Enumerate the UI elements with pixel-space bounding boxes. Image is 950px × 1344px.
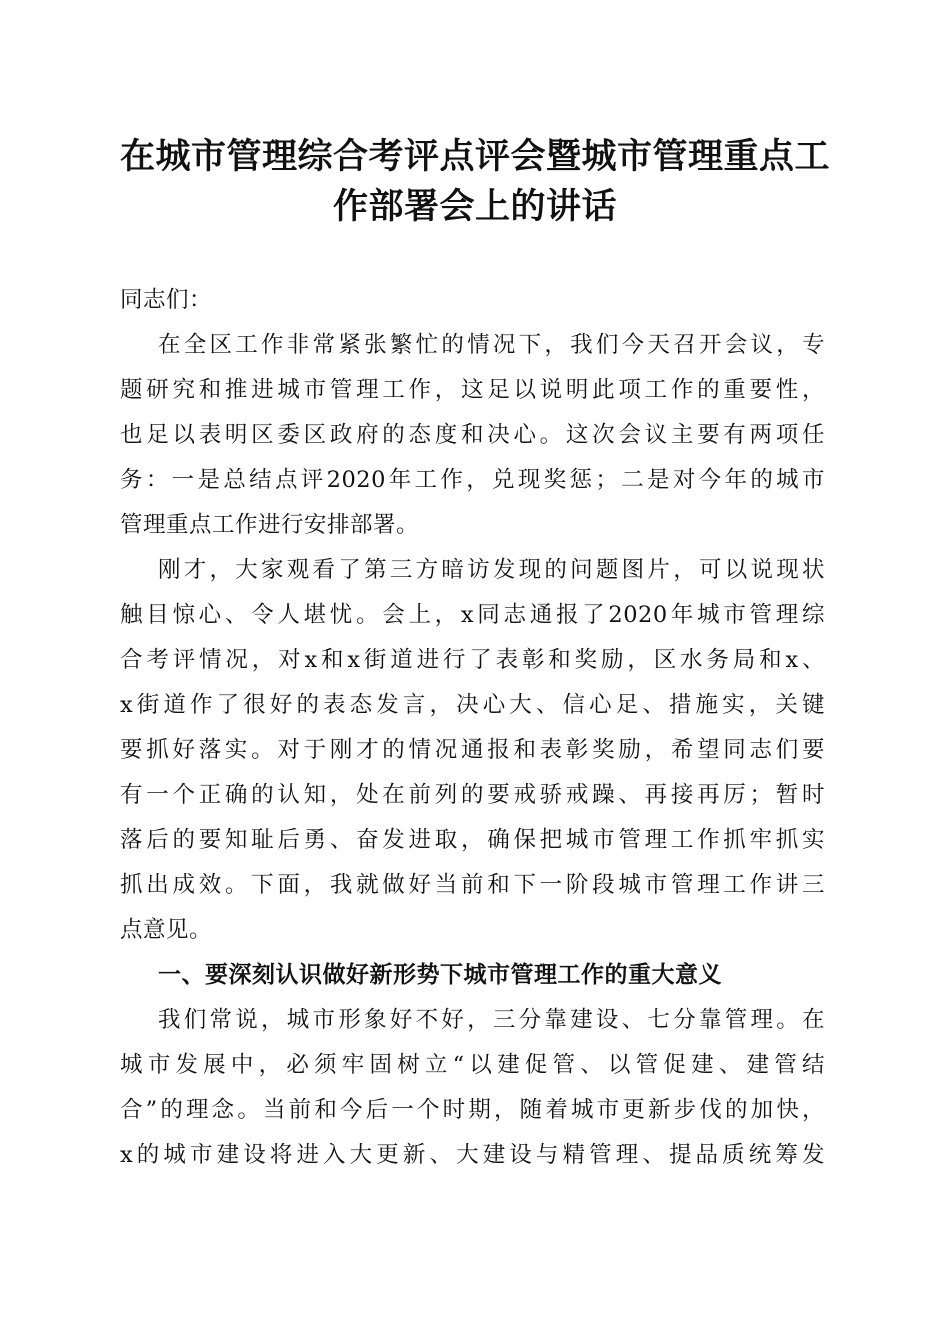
paragraph-line: 管理重点工作进行安排部署。 [120,512,420,538]
paragraph-line: 点意见。 [120,917,213,943]
paragraph-line: 落后的要知耻后勇、奋发进取，确保把城市管理工作抓牢抓实 [120,827,825,853]
paragraph-line: 刚才，大家观看了第三方暗访发现的问题图片，可以说现状 [158,557,825,583]
paragraph-line: 城市发展中，必须牢固树立“以建促管、以管促建、建管结 [120,1052,825,1078]
paragraph-line: x的城市建设将进入大更新、大建设与精管理、提品质统筹发 [120,1142,825,1168]
title-line-1: 在城市管理综合考评点评会暨城市管理重点工 [119,136,830,177]
paragraph-line: 合”的理念。当前和今后一个时期，随着城市更新步伐的加快， [120,1097,825,1123]
paragraph-line: x街道作了很好的表态发言，决心大、信心足、措施实，关键 [120,692,825,718]
paragraph-line: 也足以表明区委区政府的态度和决心。这次会议主要有两项任 [120,422,825,448]
paragraph-line: 要抓好落实。对于刚才的情况通报和表彰奖励，希望同志们要 [120,737,825,763]
paragraph-line: 在全区工作非常紧张繁忙的情况下，我们今天召开会议，专 [158,332,825,358]
paragraph-line: 抓出成效。下面，我就做好当前和下一阶段城市管理工作讲三 [120,872,825,898]
paragraph-line: 合考评情况，对x和x街道进行了表彰和奖励，区水务局和x、 [120,647,825,673]
paragraph-2 [120,548,825,953]
section-heading-1: 一、要深刻认识做好新形势下城市管理工作的重大意义 [158,962,722,988]
paragraph-line: 我们常说，城市形象好不好，三分靠建设、七分靠管理。在 [158,1007,825,1033]
paragraph-line: 题研究和推进城市管理工作，这足以说明此项工作的重要性， [120,377,825,403]
document-title [100,132,850,232]
paragraph-1 [120,323,825,548]
title-line-2: 作部署会上的讲话 [332,186,617,227]
paragraph-line: 触目惊心、令人堪忧。会上，x同志通报了2020年城市管理综 [120,602,825,628]
paragraph-line: 务：一是总结点评2020年工作，兑现奖惩；二是对今年的城市 [120,467,825,493]
document-body [120,278,825,1178]
salutation: 同志们： [120,287,213,313]
paragraph-3 [120,998,825,1178]
paragraph-line: 有一个正确的认知，处在前列的要戒骄戒躁、再接再厉；暂时 [120,782,825,808]
